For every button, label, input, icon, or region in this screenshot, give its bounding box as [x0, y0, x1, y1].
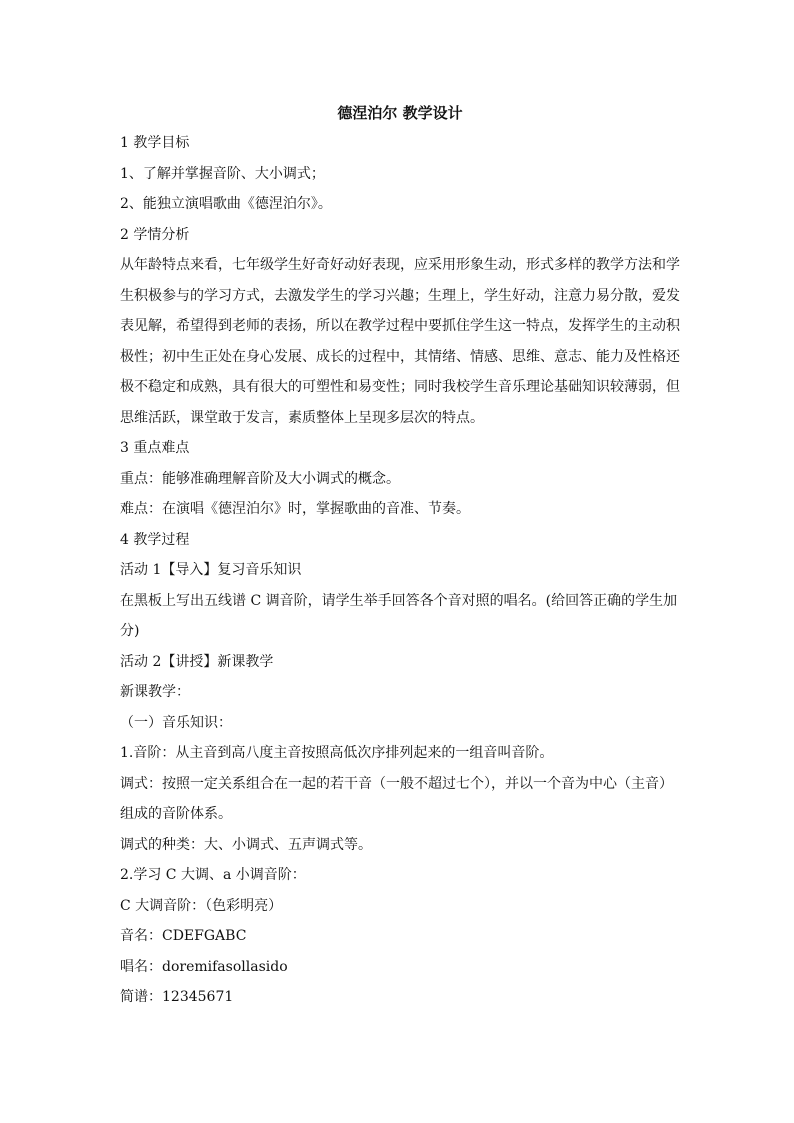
key-heading: 3 重点难点	[120, 440, 190, 456]
analysis-line: 极性；初中生正处在身心发展、成长的过程中，其情绪、情感、思维、意志、能力及性格还	[120, 348, 680, 365]
mode-line: 组成的音阶体系。	[120, 806, 232, 822]
analysis-heading: 2 学情分析	[120, 226, 190, 243]
music-knowledge-heading: （一）音乐知识：	[120, 714, 232, 731]
activity-2-heading: 活动 2【讲授】新课教学	[120, 653, 274, 670]
analysis-line: 表见解，希望得到老师的表扬，所以在教学过程中要抓住学生这一特点，发挥学生的主动积	[120, 318, 680, 334]
analysis-line: 极不稳定和成熟，具有很大的可塑性和易变性；同时我校学生音乐理论基础知识较薄弱，但	[120, 379, 680, 395]
c-major-scale-label: C 大调音阶：（色彩明亮）	[120, 897, 283, 914]
activity-1-paragraph	[120, 586, 680, 647]
analysis-paragraph	[120, 250, 680, 433]
goal-item-1: 1、了解并掌握音阶、大小调式；	[120, 165, 325, 182]
key-point: 重点：能够准确理解音阶及大小调式的概念。	[120, 470, 400, 487]
new-lesson-label: 新课教学：	[120, 684, 190, 700]
mode-line: 调式：按照一定关系组合在一起的若干音（一般不超过七个），并以一个音为中心（主音）	[120, 775, 673, 792]
note-names: 音名：CDEFGABC	[120, 928, 247, 944]
process-heading: 4 教学过程	[120, 531, 190, 548]
analysis-line: 从年龄特点来看，七年级学生好奇好动好表现，应采用形象生动，形式多样的教学方法和学	[120, 257, 680, 273]
document-title: 德涅泊尔 教学设计	[337, 104, 463, 122]
goals-heading: 1 教学目标	[120, 135, 190, 151]
document-page	[120, 98, 680, 1013]
goal-item-2: 2、能独立演唱歌曲《德涅泊尔》。	[120, 196, 332, 212]
analysis-line: 生积极参与的学习方式，去激发学生的学习兴趣；生理上，学生好动，注意力易分散，爱发	[120, 287, 680, 304]
activity-1-line: 分)	[120, 623, 140, 639]
mode-types: 调式的种类：大、小调式、五声调式等。	[120, 836, 372, 853]
activity-1-heading: 活动 1【导入】复习音乐知识	[120, 562, 302, 578]
learn-scales-heading: 2.学习 C 大调、a 小调音阶：	[120, 867, 306, 883]
mode-definition	[120, 769, 680, 830]
activity-1-line: 在黑板上写出五线谱 C 调音阶，请学生举手回答各个音对照的唱名。(给回答正确的学生加	[120, 592, 678, 609]
difficulty-point: 难点：在演唱《德涅泊尔》时，掌握歌曲的音准、节奏。	[120, 501, 470, 517]
scale-definition: 1.音阶：从主音到高八度主音按照高低次序排列起来的一组音叫音阶。	[120, 745, 554, 761]
numbered-notation: 简谱：12345671	[120, 989, 234, 1005]
analysis-line: 思维活跃，课堂敢于发言，素质整体上呈现多层次的特点。	[120, 409, 484, 426]
solfege-names: 唱名：doremifasollasido	[120, 958, 288, 975]
